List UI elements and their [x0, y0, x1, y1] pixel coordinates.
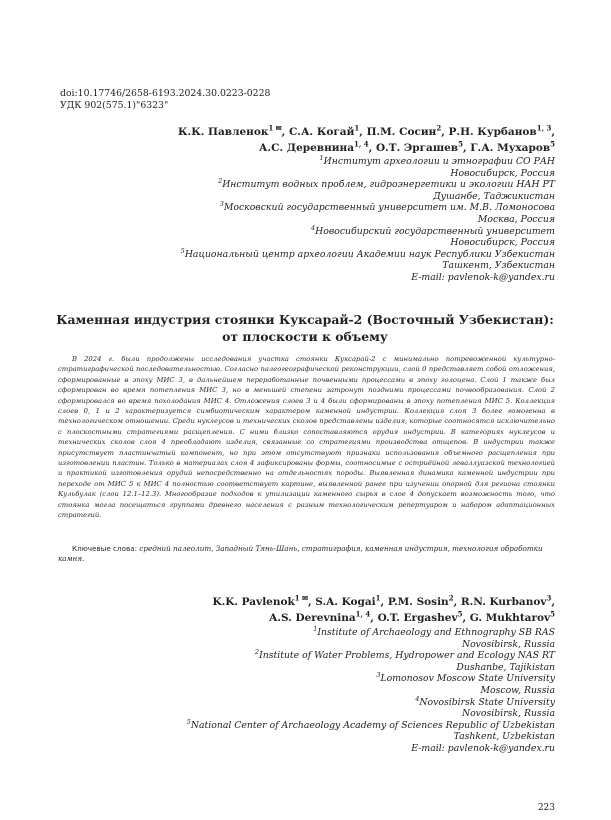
- author-name: С.А. Когай: [288, 126, 355, 138]
- author-separator: ,: [359, 126, 367, 138]
- affiliation-text: Institute of Archaeology and Ethnography SB RAS: [317, 627, 555, 638]
- page-number: 223: [537, 803, 555, 813]
- affiliation-number: 4: [310, 223, 316, 232]
- affiliation-text: Институт водных проблем, гидроэнергетики и экологии НАН РТ: [222, 179, 555, 191]
- ru-affiliation-city: Ташкент, Узбекистан: [442, 260, 555, 272]
- author-name: О.Т. Эргашев: [375, 142, 459, 154]
- ru-affiliation-city: Новосибирск, Россия: [450, 167, 555, 179]
- en-affiliation-name: [187, 694, 555, 709]
- en-authors-line-2: [212, 610, 555, 626]
- author-name: А.С. Деревнина: [258, 142, 355, 154]
- author-separator: ,: [551, 126, 555, 138]
- author-separator: ,: [462, 142, 471, 154]
- author-separator: ,: [281, 126, 289, 138]
- en-author: [269, 609, 378, 624]
- en-author: [212, 593, 316, 608]
- author-separator: ,: [370, 612, 378, 624]
- author-affiliation-ref: 1, 4: [355, 609, 371, 619]
- author-affiliation-ref: 5: [550, 609, 555, 619]
- ru-author: [366, 123, 449, 138]
- affiliation-number: 4: [415, 694, 420, 703]
- en-affiliations: [186, 624, 555, 755]
- affiliation-text: Национальный центр археологии Академии наук Республики Узбекистан: [184, 248, 555, 260]
- en-authors: [212, 594, 555, 626]
- ru-author: [448, 123, 555, 138]
- author-affiliation-ref: 2: [436, 123, 442, 133]
- ru-email[interactable]: E-mail: pavlenok-k@yandex.ru: [411, 271, 555, 283]
- affiliation-number: 2: [218, 177, 223, 186]
- author-separator: ,: [462, 612, 470, 624]
- en-affiliation-name: [187, 624, 555, 639]
- author-name: K.K. Pavlenok: [212, 596, 295, 608]
- en-affiliation-city: Dushanbe, Tajikistan: [456, 661, 555, 673]
- title-line-1: Каменная индустрия стоянки Куксарай-2 (Восточный Узбекистан):: [56, 312, 554, 327]
- ru-affiliation-name: [181, 153, 555, 168]
- author-name: R.N. Kurbanov: [460, 596, 547, 608]
- author-separator: ,: [380, 596, 388, 608]
- ru-authors-line-2: [178, 140, 555, 156]
- author-name: Г.А. Мухаров: [470, 142, 551, 154]
- author-separator: ,: [551, 596, 555, 608]
- author-affiliation-ref: 1, 4: [354, 139, 369, 149]
- author-affiliation-ref: 5: [457, 609, 463, 619]
- author-separator: ,: [307, 596, 316, 608]
- ru-affiliation-city: Новосибирск, Россия: [450, 237, 555, 249]
- en-affiliation-city: Novosibirsk, Russia: [461, 708, 555, 720]
- ru-authors-line-1: [178, 124, 555, 140]
- author-name: S.A. Kogai: [315, 596, 376, 608]
- ru-affiliation-city: Душанбе, Таджикистан: [433, 190, 555, 202]
- en-affiliation-city: Novosibirsk, Russia: [461, 638, 555, 650]
- title-line-2: от плоскости к объему: [222, 328, 388, 344]
- author-affiliation-ref: 1: [354, 123, 360, 133]
- ru-author: [375, 139, 471, 154]
- en-authors-line-1: [212, 594, 555, 610]
- affiliation-text: Новосибирский государственный университет: [315, 225, 555, 237]
- affiliation-number: 1: [319, 153, 324, 162]
- author-affiliation-ref: 5: [550, 139, 555, 149]
- article-title: [40, 312, 570, 345]
- en-affiliation-city: Tashkent, Uzbekistan: [453, 731, 555, 743]
- affiliation-text: Novosibirsk State University: [419, 696, 555, 708]
- affiliation-text: Lomonosov Moscow State University: [380, 673, 555, 685]
- ru-affiliation-city: Москва, Россия: [477, 213, 555, 225]
- ru-author: [258, 139, 376, 154]
- affiliation-text: Institute of Water Problems, Hydropower and Ecology NAS RT: [259, 650, 555, 662]
- ru-author: [177, 123, 289, 138]
- author-name: G. Mukhtarov: [469, 612, 551, 624]
- author-name: П.М. Сосин: [366, 126, 437, 138]
- ru-affiliation-name: [180, 246, 555, 261]
- ru-affiliations: [180, 153, 555, 284]
- affiliation-text: Московский государственный университет им. М.В. Ломоносова: [223, 202, 555, 214]
- keywords-text: средний палеолит, Западный Тянь-Шань, стратиграфия, каменная индустрия, технология обработки камня.: [58, 544, 543, 564]
- udk-code: УДК 902(575.1)"6323": [60, 100, 169, 111]
- en-email[interactable]: E-mail: pavlenok-k@yandex.ru: [411, 742, 555, 754]
- author-name: P.M. Sosin: [387, 596, 449, 608]
- en-author: [460, 593, 555, 608]
- affiliation-number: 5: [186, 717, 191, 726]
- author-name: Р.Н. Курбанов: [448, 126, 537, 138]
- author-separator: ,: [368, 142, 376, 154]
- affiliation-number: 5: [180, 246, 185, 255]
- author-separator: ,: [441, 126, 449, 138]
- en-author: [469, 609, 555, 624]
- author-name: К.К. Павленок: [177, 126, 269, 138]
- affiliation-number: 2: [254, 648, 260, 657]
- affiliation-text: Институт археологии и этнографии СО РАН: [323, 156, 555, 167]
- affiliation-number: 1: [313, 624, 318, 633]
- doi[interactable]: doi:10.17746/2658-6193.2024.30.0223-0228: [60, 88, 271, 99]
- affiliation-number: 3: [219, 200, 224, 209]
- en-author: [377, 609, 470, 624]
- en-affiliation-name: [187, 673, 555, 685]
- author-affiliation-ref: 1 ✉: [268, 123, 282, 133]
- en-affiliation-name: [186, 717, 555, 732]
- author-affiliation-ref: 3: [546, 593, 552, 603]
- author-affiliation-ref: 2: [448, 593, 454, 603]
- ru-author: [470, 139, 555, 154]
- mail-icon[interactable]: ✉: [302, 593, 308, 603]
- affiliation-text: National Center of Archaeology Academy of Sciences Republic of Uzbekistan: [190, 719, 555, 731]
- author-affiliation-ref: 5: [458, 139, 463, 149]
- en-author: [387, 593, 461, 608]
- mail-icon[interactable]: ✉: [275, 123, 282, 133]
- ru-affiliation-name: [181, 179, 555, 191]
- ru-affiliation-name: [181, 202, 555, 214]
- en-author: [315, 593, 388, 608]
- author-name: A.S. Derevnina: [269, 612, 356, 624]
- ru-authors: [178, 124, 555, 156]
- abstract: В 2024 г. были продолжены исследования участка стоянки Куксарай-2 с минимально потревоженной культурно-стратиграфической последовательностью. Согласно палеогеографической реконструкции, слой 0 представляет собой отложения, сформированные в эпоху МИС 3, в дальнейшем переработанные почвенными процессами в эпоху голоцена. Слой 1 также был сформирован во время потепления МИС 3, но в меньшей степени затронут поздними процессами почвообразования. Слой 2 сформировался во время похолодания МИС 4. Отложения слоев 3 и 4 были сформированы в эпоху потепления МИС 5. Коллекция слоев 0, 1 и 2 характеризуется симбиотическим характером каменной индустрии. Коллекция слоя 3 более гомогенна в технологическом отношении. Среди нуклеусов и технических сколов представлены изделия, которые соотносятся исключительно с плоскостными стратегиями расщепления. С ними близко сопоставляются орудия индустрии. В категориях нуклеусов и технических сколов слоя 4 преобладают изделия, связанные со стратегиями производства отщепов. В индустрии также присутствует пластинчатый компонент, но при этом отсутствуют признаки использования объемного расщепления при изготовлении пластин. Только в материалах слоя 4 зафиксированы формы, соотносимые с остриёйной леваллуазской технологией и практикой изготовления орудий непосредственно на отдельностях породы. Выявленная динамика каменной индустрии при переходе от МИС 5 к МИС 4 полностью соответствует картине, выявленной ранее при изучении опорной для региона стоянки Кульбулак (слои 12.1–12.3). Многообразие подходов к утилизации каменного сырья в слое 4 допускает возможность того, что стоянка могла посещаться группами древнего населения с разным технологическим репертуаром и набором адаптационных стратегий.: [58, 355, 555, 520]
- author-affiliation-ref: 1 ✉: [294, 593, 308, 603]
- ru-affiliation-name: [181, 223, 555, 238]
- affiliation-number: 3: [376, 671, 381, 680]
- keywords: [58, 544, 555, 565]
- keywords-label: Ключевые слова:: [72, 544, 138, 553]
- en-affiliation-name: [187, 650, 555, 662]
- author-affiliation-ref: 1, 3: [536, 123, 552, 133]
- author-affiliation-ref: 1: [375, 593, 381, 603]
- author-separator: ,: [453, 596, 461, 608]
- author-name: O.T. Ergashev: [377, 612, 458, 624]
- ru-author: [288, 123, 367, 138]
- en-affiliation-city: Moscow, Russia: [480, 684, 555, 696]
